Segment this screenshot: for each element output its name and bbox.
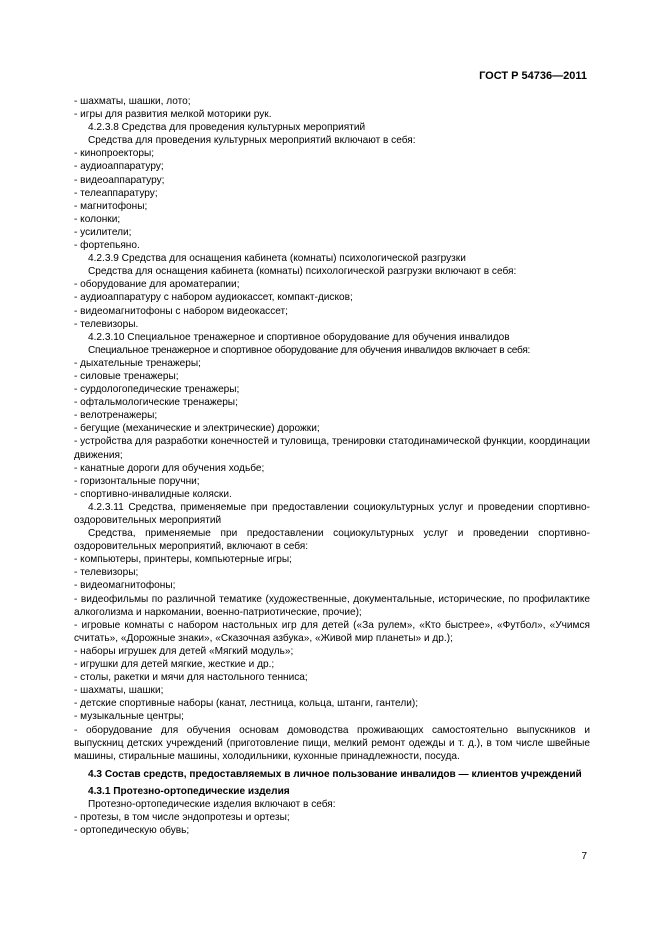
list-item: - сурдологопедические тренажеры;	[74, 384, 240, 396]
list-item: - видеофильмы по различной тематике (художественные, документальные, исторические, по профилактике алкоголизма и наркомании, военно-патриотические, прочие);	[74, 593, 590, 618]
paragraph: Средства для проведения культурных мероприятий включают в себя:	[88, 135, 416, 147]
subsection-title: 4.2.3.9 Средства для оснащения кабинета (комнаты) психологической разгрузки	[88, 253, 466, 265]
list-item: - оборудование для обучения основам домоводства проживающих самостоятельно выпускников и выпускниц детских учреждений (приготовление пищи, мелкий ремонт одежды и т. д.), в том числе швейные машины, стиральные машины, холодильники, кухонные принадлежности, посуда.	[74, 724, 590, 762]
list-item: - фортепьяно.	[74, 240, 140, 252]
list-item: - телевизоры;	[74, 567, 139, 579]
subsection-title: 4.2.3.10 Специальное тренажерное и спортивное оборудование для обучения инвалидов	[88, 331, 510, 343]
standard-code: ГОСТ Р 54736—2011	[479, 70, 587, 82]
paragraph: Протезно-ортопедические изделия включают в себя:	[88, 798, 336, 810]
list-item: - оборудование для ароматерапии;	[74, 279, 240, 291]
page-number: 7	[581, 851, 587, 862]
list-item: - офтальмологические тренажеры;	[74, 397, 238, 409]
list-item: - протезы, в том числе эндопротезы и ортезы;	[74, 812, 290, 824]
list-item: - устройства для разработки конечностей и туловища, тренировки статодинамической функции, координации движения;	[74, 436, 590, 461]
list-item: - канатные дороги для обучения ходьбе;	[74, 462, 265, 474]
list-item: - игрушки для детей мягкие, жесткие и др.;	[74, 659, 275, 671]
list-item: - видеоаппаратуру;	[74, 174, 165, 186]
section-heading: 4.3 Состав средств, предоставляемых в личное пользование инвалидов — клиентов учреждений	[88, 768, 582, 780]
list-item: - игровые комнаты с набором настольных игр для детей («За рулем», «Кто быстрее», «Футбол», «Учимся считать», «Дорожные знаки», «Сказочная азбука», «Живой мир планеты» и др.);	[74, 619, 590, 644]
list-item: - музыкальные центры;	[74, 711, 184, 723]
document-body	[74, 95, 590, 837]
subsection-heading: 4.3.1 Протезно-ортопедические изделия	[88, 785, 290, 797]
list-item: - детские спортивные наборы (канат, лестница, кольца, штанги, гантели);	[74, 698, 419, 710]
list-item: - видеомагнитофоны с набором видеокассет;	[74, 305, 288, 317]
paragraph: Специальное тренажерное и спортивное оборудование для обучения инвалидов включает в себя:	[88, 344, 531, 356]
list-item: - телеаппаратуру;	[74, 187, 158, 199]
list-item: - магнитофоны;	[74, 200, 148, 212]
list-item: - силовые тренажеры;	[74, 370, 179, 382]
paragraph: Средства, применяемые при предоставлении социокультурных услуг и проведении спортивно-оздоровительных мероприятий, включают в себя:	[74, 528, 590, 553]
list-item: - спортивно-инвалидные коляски.	[74, 488, 232, 500]
list-item: - столы, ракетки и мячи для настольного тенниса;	[74, 672, 308, 684]
list-item: - компьютеры, принтеры, компьютерные игры;	[74, 554, 292, 566]
list-item: - бегущие (механические и электрические) дорожки;	[74, 423, 320, 435]
list-item: - кинопроекторы;	[74, 148, 155, 160]
list-item: - шахматы, шашки, лото;	[74, 96, 191, 107]
subsection-title: 4.2.3.11 Средства, применяемые при предоставлении социокультурных услуг и проведении спортивно-оздоровительных мероприятий	[74, 501, 590, 526]
list-item: - наборы игрушек для детей «Мягкий модуль»;	[74, 645, 294, 657]
list-item: - усилители;	[74, 226, 132, 238]
list-item: - дыхательные тренажеры;	[74, 357, 201, 369]
list-item: - игры для развития мелкой моторики рук.	[74, 109, 272, 121]
subsection-title: 4.2.3.8 Средства для проведения культурных мероприятий	[88, 122, 366, 134]
list-item: - аудиоаппаратуру с набором аудиокассет, компакт-дисков;	[74, 292, 353, 304]
list-item: - шахматы, шашки;	[74, 685, 164, 697]
list-item: - видеомагнитофоны;	[74, 580, 176, 592]
list-item: - телевизоры.	[74, 318, 139, 330]
paragraph: Средства для оснащения кабинета (комнаты) психологической разгрузки включают в себя:	[88, 266, 517, 278]
list-item: - горизонтальные поручни;	[74, 475, 200, 487]
list-item: - аудиоаппаратуру;	[74, 161, 164, 173]
list-item: - велотренажеры;	[74, 410, 158, 422]
list-item: - ортопедическую обувь;	[74, 825, 190, 837]
list-item: - колонки;	[74, 213, 121, 225]
